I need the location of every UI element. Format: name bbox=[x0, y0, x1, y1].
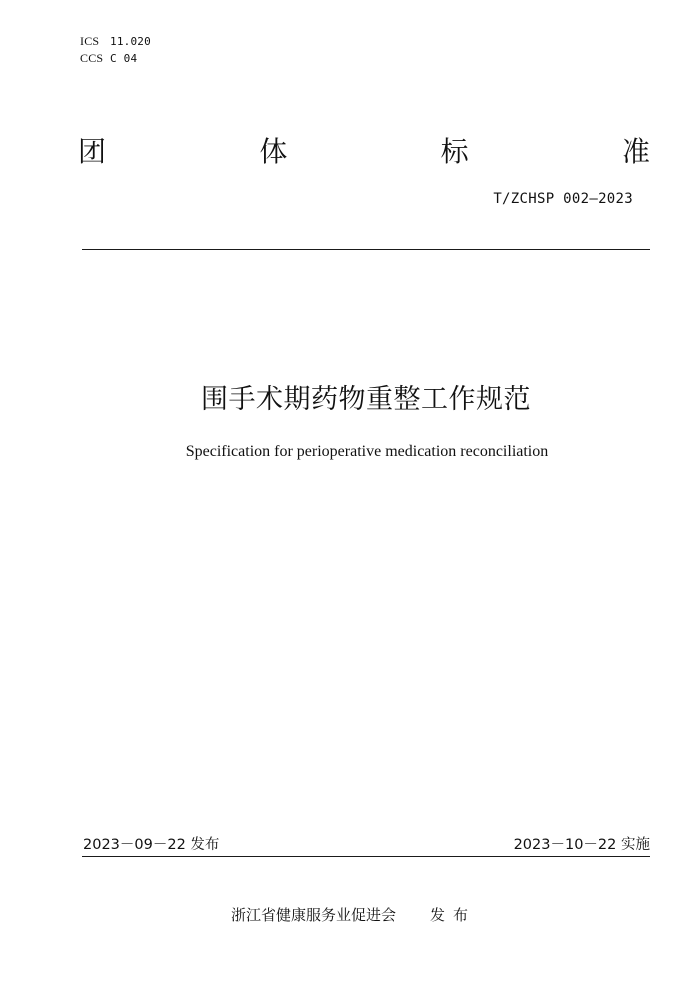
bottom-divider bbox=[82, 856, 650, 857]
ccs-value: C 04 bbox=[110, 52, 138, 65]
publisher-line bbox=[231, 904, 476, 926]
document-title-english: Specification for perioperative medication reconciliation bbox=[185, 443, 549, 460]
ccs-label: CCS bbox=[80, 51, 104, 65]
publisher-name: 浙江省健康服务业促进会 bbox=[231, 906, 397, 924]
document-title-chinese: 围手术期药物重整工作规范 bbox=[201, 384, 531, 415]
ics-value: 11.020 bbox=[110, 35, 151, 48]
classification-block bbox=[80, 33, 151, 67]
top-divider bbox=[82, 249, 650, 250]
ics-label: ICS bbox=[80, 34, 100, 48]
date-row bbox=[83, 835, 650, 855]
standard-type-heading bbox=[78, 132, 650, 172]
release-date: 2023－09－22 发布 bbox=[83, 837, 220, 853]
standard-code: T/ZCHSP 002—2023 bbox=[493, 191, 633, 207]
implementation-date: 2023－10－22 实施 bbox=[513, 837, 650, 853]
standard-type-char: 准 bbox=[621, 135, 650, 168]
standard-type-char: 团 bbox=[78, 135, 107, 168]
standard-type-char: 标 bbox=[440, 135, 469, 168]
publish-action: 发布 bbox=[430, 906, 477, 924]
ics-row bbox=[80, 33, 151, 50]
ccs-row bbox=[80, 50, 151, 67]
standard-type-char: 体 bbox=[259, 135, 288, 168]
